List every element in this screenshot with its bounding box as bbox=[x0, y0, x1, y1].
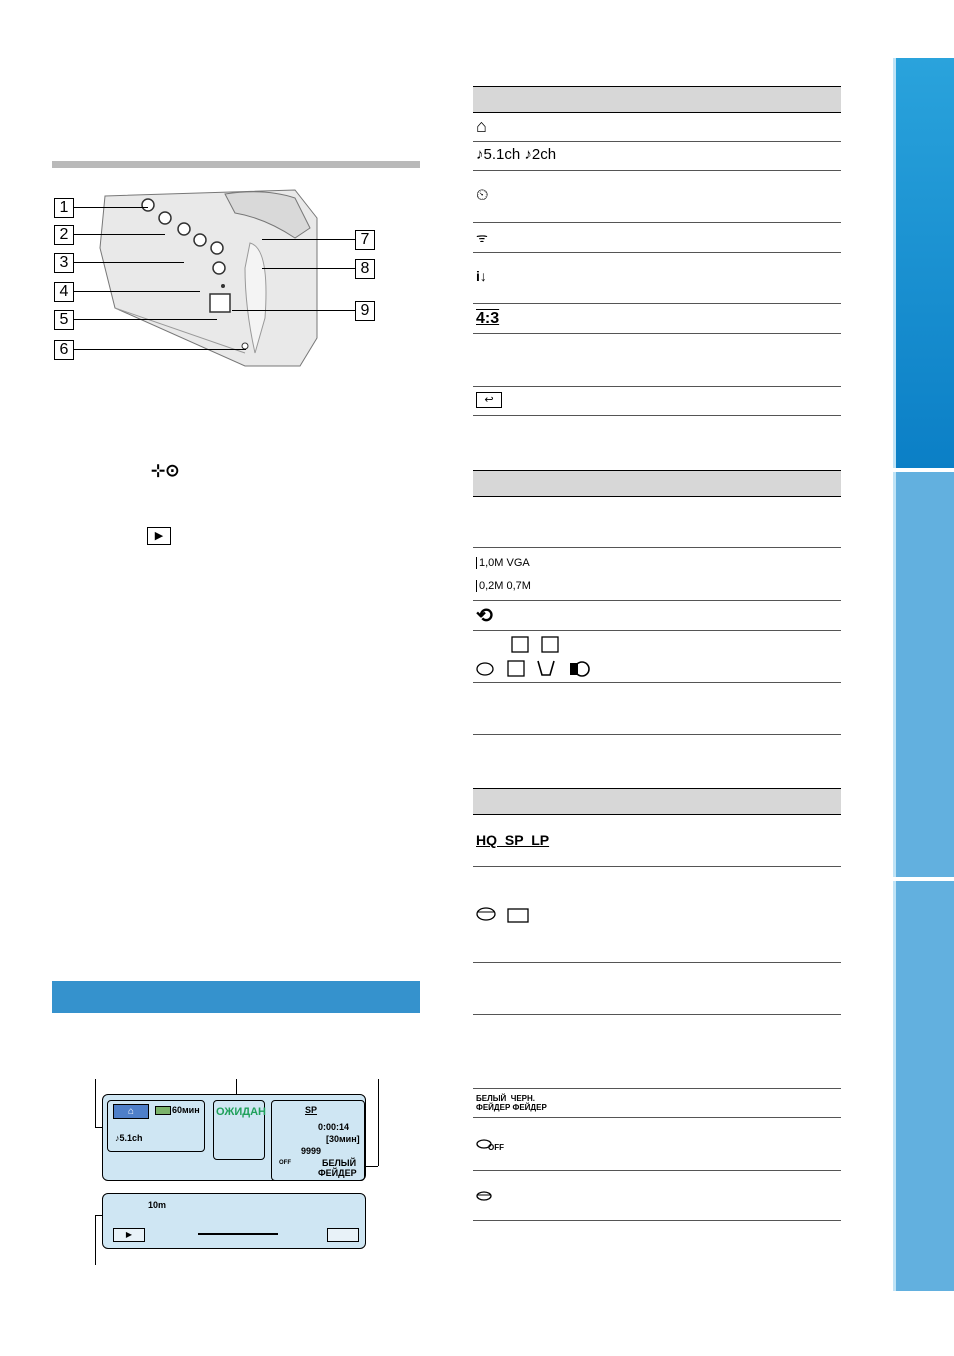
row-divider bbox=[473, 734, 841, 735]
callout-2: 2 bbox=[54, 225, 74, 245]
fader-line-1: БЕЛЫЙ bbox=[322, 1158, 357, 1168]
callout-line bbox=[378, 1079, 379, 1166]
leader-line bbox=[74, 291, 200, 292]
remaining-time: [30мин] bbox=[326, 1134, 360, 1144]
media-icons bbox=[476, 905, 536, 925]
disc-icon bbox=[476, 1186, 496, 1204]
callout-5: 5 bbox=[54, 310, 74, 330]
leader-line bbox=[74, 349, 246, 350]
home-icon: ⌂ bbox=[476, 116, 487, 136]
recording-mode-icons: HQ SP LP bbox=[476, 832, 550, 848]
leader-line bbox=[232, 310, 355, 311]
nav-tab-2[interactable] bbox=[893, 472, 954, 877]
section-divider bbox=[52, 161, 420, 168]
audio-mode-icon: ♪5.1ch ♪2ch bbox=[476, 146, 557, 163]
leader-line bbox=[262, 268, 355, 269]
option-button[interactable] bbox=[327, 1228, 359, 1242]
self-timer-icon: ⏲ bbox=[476, 187, 489, 204]
row-divider bbox=[473, 1088, 841, 1089]
callout-line bbox=[95, 1215, 96, 1265]
callout-4: 4 bbox=[54, 282, 74, 302]
nav-tab-1[interactable] bbox=[893, 58, 954, 468]
callout-6: 6 bbox=[54, 340, 74, 360]
fader-line-2: ФЕЙДЕР bbox=[318, 1168, 357, 1178]
view-images-button[interactable]: ▶ bbox=[113, 1228, 145, 1242]
fader-white-black-line-1: БЕЛЫЙ ЧЕРН. bbox=[476, 1094, 536, 1103]
recording-status: ОЖИДАН bbox=[216, 1106, 266, 1118]
row-divider bbox=[473, 866, 841, 867]
counter-time: 0:00:14 bbox=[318, 1122, 350, 1132]
image-size-icon-wide: 0,2M 0,7M bbox=[476, 580, 531, 592]
leader-line bbox=[74, 319, 217, 320]
nav-tab-3[interactable] bbox=[893, 881, 954, 1291]
leader-line bbox=[262, 239, 355, 240]
off-label: OFF bbox=[279, 1160, 291, 1166]
callout-3: 3 bbox=[54, 253, 74, 273]
fader-white-black-line-2: ФЕЙДЕР ФЕЙДЕР bbox=[476, 1103, 547, 1112]
row-divider bbox=[473, 547, 841, 548]
bottom-info: 10m bbox=[148, 1200, 167, 1210]
play-icon: ▶ bbox=[147, 527, 171, 545]
section-header-bar bbox=[52, 981, 420, 1013]
callout-7: 7 bbox=[355, 230, 375, 250]
callout-8: 8 bbox=[355, 259, 375, 279]
row-divider bbox=[473, 600, 841, 601]
row-divider bbox=[473, 682, 841, 683]
table-header bbox=[473, 470, 841, 497]
row-divider bbox=[473, 252, 841, 253]
image-size-icon: 1,0M VGA bbox=[476, 557, 530, 569]
photo-count: 9999 bbox=[301, 1146, 322, 1156]
zoom-bar bbox=[198, 1233, 278, 1235]
quality-mode: SP bbox=[305, 1105, 318, 1115]
callout-line bbox=[95, 1079, 96, 1127]
battery-icon bbox=[155, 1106, 171, 1115]
row-divider bbox=[473, 333, 841, 334]
wireless-icon: ᯤ bbox=[476, 230, 488, 245]
row-divider bbox=[473, 1117, 841, 1118]
row-divider bbox=[473, 1014, 841, 1015]
camera-drawing bbox=[95, 188, 320, 368]
row-divider bbox=[473, 630, 841, 631]
leader-line bbox=[74, 207, 148, 208]
row-divider bbox=[473, 415, 841, 416]
row-divider bbox=[473, 141, 841, 142]
leader-line bbox=[74, 234, 165, 235]
table-header bbox=[473, 788, 841, 815]
warning-icons-drawing bbox=[476, 635, 596, 679]
row-divider bbox=[473, 386, 841, 387]
lcd-bottom-panel bbox=[102, 1193, 366, 1249]
audio-mode: ♪5.1ch bbox=[115, 1133, 143, 1143]
callout-line bbox=[364, 1166, 378, 1167]
row-divider bbox=[473, 222, 841, 223]
mic-level-icon: i↓ bbox=[476, 268, 487, 284]
row-divider bbox=[473, 1170, 841, 1171]
return-icon: ↩ bbox=[476, 392, 502, 408]
row-divider bbox=[473, 962, 841, 963]
callout-9: 9 bbox=[355, 301, 375, 321]
battery-time: 60мин bbox=[172, 1105, 200, 1115]
leader-line bbox=[74, 262, 184, 263]
callout-1: 1 bbox=[54, 198, 74, 218]
aspect-ratio-icon: 4:3 bbox=[476, 310, 500, 327]
row-divider bbox=[473, 1220, 841, 1221]
row-divider bbox=[473, 170, 841, 171]
table-header bbox=[473, 86, 841, 113]
home-button[interactable]: ⌂ bbox=[113, 1104, 149, 1119]
lcd-top-panel bbox=[102, 1094, 366, 1181]
disc-off-label: OFF bbox=[488, 1143, 504, 1152]
output-icon: ⊹⊙ bbox=[151, 461, 180, 480]
slideshow-repeat-icon: ⟲ bbox=[476, 605, 493, 627]
row-divider bbox=[473, 303, 841, 304]
